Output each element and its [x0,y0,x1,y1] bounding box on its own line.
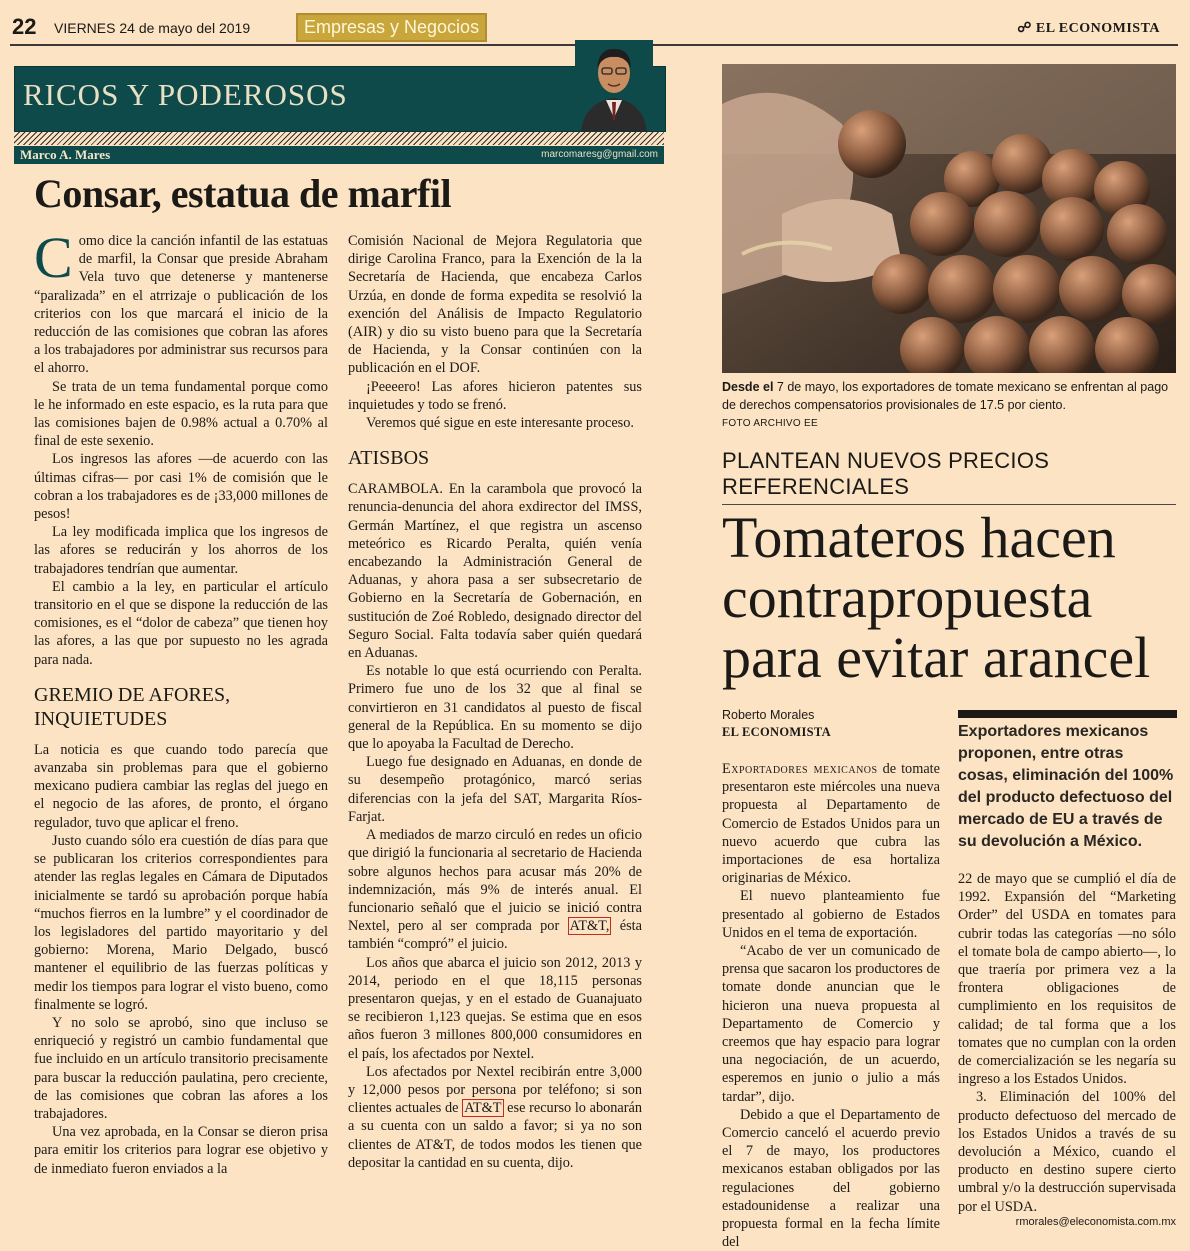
paragraph: CARAMBOLA. En la carambola que provocó la renuncia-denuncia del ahora exdirector del IMSS, Germán Martínez, el que registra un ascenso meteórico es Ricardo Peralta, quién venía encabezando la Administración General de Aduanas, y ahora pasa a ser subsecretario de Gobierno en la Secretaría de Gobernación, en sustitución de Zoé Robledo, designado director del Seguro Social. Falta todavía saber quién quedará en Aduanas. [348,481,642,662]
paragraph: Debido a que el Departamento de Comercio canceló el acuerdo previo el 7 de mayo, los productores mexicanos estaban obligados por las regulaciones del gobierno estadounidense a realizar una propuesta formal en la fecha límite del [722,1106,940,1251]
paragraph: Y no solo se aprobó, sino que incluso se enriqueció y registró un cambio fundamental que fue incluido en un artículo transitorio precisamente para buscar la reducción paulatina, pero creciente, de las comisiones que cobran las afores a los trabajadores. [34,1014,328,1122]
photo-credit: FOTO ARCHIVO EE [722,418,818,429]
subheading: GREMIO DE AFORES, INQUIETUDES [34,683,231,730]
paragraph: Los afectados por Nextel recibirán entre 3,000 y 12,000 pesos por persona por teléfono; si son clientes actuales de AT&T ese recurso lo abonarán a su cuenta con un saldo a favor; si ya no son clientes de AT&T, de todos modos les tienen que depositar la cantidad en su cuenta, dijo. [348,1063,643,1171]
banner-divider [14,131,664,145]
highlighted-term: AT&T [464,1100,502,1117]
pullquote: Exportadores mexicanos proponen, entre otras cosas, eliminación del 100% del producto defectuoso del mercado de EU a través de su devolución a México. [958,723,1174,850]
author-email[interactable]: marcomaresg@gmail.com [541,149,658,160]
paragraph: Una vez aprobada, en la Consar se dieron prisa para emitir los criterios para lograr ese objetivo y de inmediato fueron enviados a la [34,1124,328,1177]
paragraph: Los ingresos las afores —de acuerdo con las últimas cifras— por casi 1% de comisión que le cobran a los trabajadores es de ¡33,000 millones de pesos! [34,451,328,523]
author-email-footer[interactable]: rmorales@eleconomista.com.mx [1015,1216,1176,1228]
column-name: RICOS Y PODEROSOS [23,77,348,112]
paragraph: Se trata de un tema fundamental porque como le he informado en este espacio, es la ruta para que las comisiones bajen de 0.98% actual a 0.70% al final de este sexenio. [34,378,328,450]
page-number: 22 [12,14,37,39]
drop-cap: C [34,225,73,290]
section-label[interactable]: Empresas y Negocios [296,13,487,42]
brand-name: EL ECONOMISTA [1035,21,1160,36]
paragraph: Justo cuando sólo era cuestión de días para que se publicaran los criterios correspondientes para atender las reglas legales en Cámara de Diputados inicialmente se tardó su aprobación porque había “muchos fierros en la lumbre” y el coordinador de los legisladores del partido mayoritario y del gobierno: Morena, Mario Delgado, buscó mantener el equilibrio de las fuerzas políticas y medir los tiempos para lograr el visto bueno, como finalmente se logró. [34,832,328,1013]
author-portrait [575,40,653,131]
paragraph: 22 de mayo que se cumplió el día de 1992. Expansión del “Marketing Order” del USDA en tomates para cubrir todas las categorías —no sólo el tomate bola de campo abierto—, lo que traería por primera vez a la frontera obligaciones de cumplimiento en los requisitos de calidad; de tal forma que a los tomates que no cumplan con la orden de comercialización se les negaría su ingreso a los Estados Unidos. [958,871,1176,1088]
paragraph: La noticia es que cuando todo parecía que avanzaba sin problemas para que el gobierno mexicano pudiera cambiar las reglas del juego en el negocio de las afores, de pronto, el órgano regulador, tuvo que aplicar el freno. [34,741,328,831]
paragraph: Comisión Nacional de Mejora Regulatoria que dirige Carolina Franco, para la Exención de la la Secretaría de Hacienda, que encabeza Carlos Urzúa, en donde de forma expedita se resolvió la exención del Análisis de Impacto Regulatorio (AIR) y dio su visto bueno para que la Secretaría de Hacienda, y la Consar continúen con la publicación en el DOF. [348,233,642,377]
caption-lead: Desde el [722,380,774,394]
highlighted-term: AT&T, [569,918,610,935]
paragraph: Es notable lo que está ocurriendo con Peralta. Primero fue uno de los 32 que al final se convirtieron en 31 candidatos al puesto de fiscal general de la República. En su momento se dijo que lo apoyaba la Facultad de Derecho. [348,663,642,753]
paragraph: A mediados de marzo circuló en redes un oficio que dirigió la funcionaria al secretario de Hacienda sobre algunos hechos para acusar más 20% de indemnización, más 9% de interés anual. El funcionario señaló que el juicio se inició contra Nextel, pero al ser comprada por AT&T, ésta también “compró” el juicio. [348,827,642,953]
article-publication: EL ECONOMISTA [722,725,831,739]
article-byline [722,707,831,741]
article-column-1 [722,760,940,1251]
paragraph: El nuevo planteamiento fue presentado al gobierno de Estados Unidos en el tema de exportación. [722,888,940,941]
paragraph: La ley modificada implica que los ingresos de las afores se reducirán y los ahorros de los trabajadores tendrían que aumentar. [34,524,328,577]
brand-icon: ☍ [1017,21,1032,36]
pullquote-rule [958,710,1177,718]
paragraph: “Acabo de ver un comunicado de prensa que sacaron los productores de tomate donde anuncian que le hicieron una nueva propuesta al Departamento de Comercio y creemos que hay espacio para lograr una negociación, de un acuerdo, esperemos en junio o julio a más tardar”, dijo. [722,943,940,1105]
paragraph: Luego fue designado en Aduanas, en donde de su desempeño protagónico, marcó serias diferencias con la jefa del SAT, Margarita Ríos-Farjat. [348,754,642,825]
paragraph: 3. Eliminación del 100% del producto defectuoso del mercado de los Estados Unidos a través de su devolución a México, cuando el producto en destino supere cierto umbral y/o la destrucción supervisada por el USDA. [958,1089,1176,1215]
paragraph: Los años que abarca el juicio son 2012, 2013 y 2014, periodo en el que 18,115 personas presentaron quejas, y en el estado de Guanajuato se recibieron 1,123 quejas. Se estima que en esos años fueron 3 millones 800,000 consumidores en el país, los afectados por Nextel. [348,954,642,1062]
paragraph: El cambio a la ley, en particular el artículo transitorio en el que se dispone la reducción de las comisiones, es el “dolor de cabeza” que tienen hoy las afores, a las que por supuesto no les agrada para nada. [34,578,328,668]
article-author: Roberto Morales [722,708,815,722]
subheading: ATISBOS [348,447,430,470]
article-kicker: PLANTEAN NUEVOS PRECIOS REFERENCIALES [722,448,1176,505]
column-title: Consar, estatua de marfil [34,171,452,216]
paragraph: Veremos qué sigue en este interesante proceso. [366,415,634,432]
tomato-photo [722,64,1176,373]
column-text-1 [34,225,328,1178]
author-bar [14,146,664,164]
caption-text: 7 de mayo, los exportadores de tomate mexicano se enfrentan al pago de derechos compensatorios provisionales de 17.5 por ciento. [722,380,1169,412]
brand-logo[interactable] [1017,20,1160,37]
photo-caption [722,378,1176,414]
column-author: Marco A. Mares [20,147,111,162]
article-column-2 [958,870,1176,1216]
paragraph: Como dice la canción infantil de las estatuas de marfil, la Consar que preside Abraham Vela tuvo que detenerse y mantenerse “paralizada” en el atrrizaje o publicación de los criterios con los que marcará el inicio de la reducción de las comisiones que cobran las afores a los trabajadores por administrar sus recursos para el ahorro. [34,225,328,377]
column-banner [14,66,666,132]
column-text-2 [348,232,642,1172]
paragraph: Exportadores mexicanos de tomate presentaron este miércoles una nueva propuesta al Departamento de Comercio de Estados Unidos para un nuevo acuerdo que cubra las importaciones de esa hortaliza originarias de México. [722,761,940,887]
article-headline: Tomateros hacen contrapropuesta para evitar arancel [722,505,1151,690]
lead-in: Exportadores mexicanos [722,761,878,777]
issue-date: VIERNES 24 de mayo del 2019 [54,20,251,36]
paragraph: ¡Peeeero! Las afores hicieron patentes sus inquietudes y todo se frenó. [348,378,642,413]
